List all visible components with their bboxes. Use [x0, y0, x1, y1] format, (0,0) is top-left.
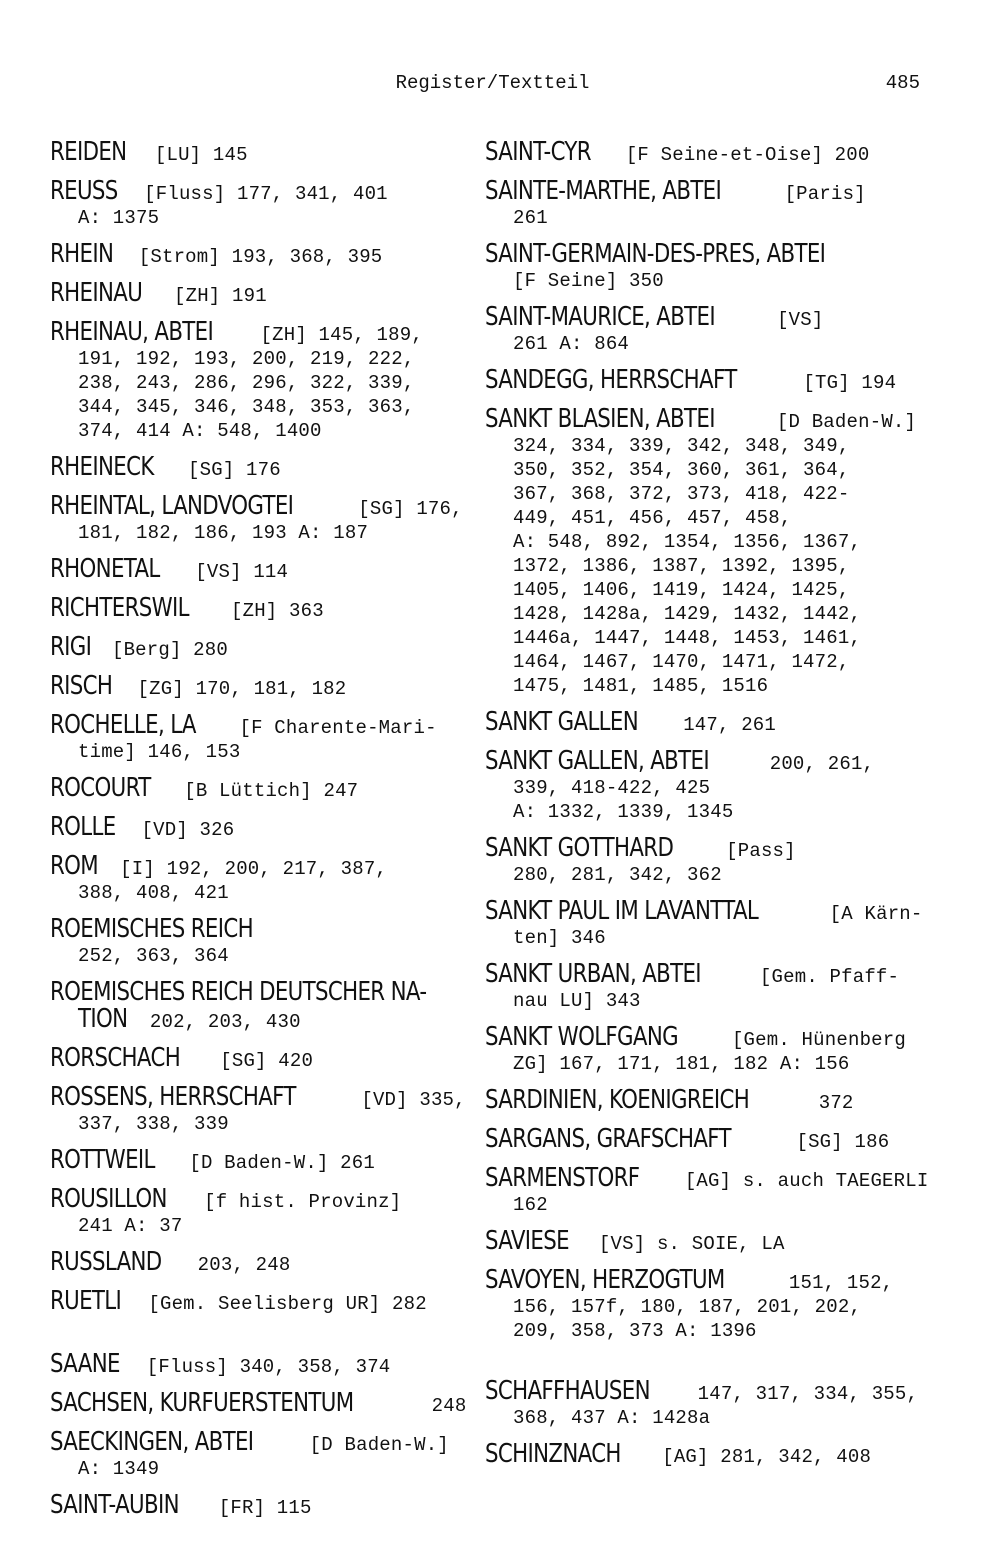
- entry-first-line: [485, 1376, 945, 1406]
- index-entry: [485, 959, 945, 1013]
- entry-gap: [50, 1316, 480, 1352]
- index-entry: [50, 1286, 480, 1316]
- entry-first-line: [485, 1124, 945, 1154]
- entry-headword: SANKT GOTTHARD: [485, 833, 674, 863]
- entry-headword: RUETLI: [50, 1286, 122, 1316]
- index-entry: [50, 1247, 480, 1277]
- entry-references: 147, 317, 334, 355,: [686, 1383, 919, 1405]
- entry-references: [D Baden-W.] 261: [177, 1152, 375, 1174]
- entry-headword: ROCOURT: [50, 773, 151, 803]
- entry-first-line: [50, 239, 480, 269]
- entry-first-line: [485, 1085, 945, 1115]
- entry-headword: SACHSEN, KURFUERSTENTUM: [50, 1388, 354, 1418]
- entry-first-line: [50, 1349, 480, 1379]
- entry-references: [A Kärn-: [818, 903, 923, 925]
- entry-first-line: [485, 833, 945, 863]
- index-entry: [485, 707, 945, 737]
- entry-first-line: [485, 707, 945, 737]
- entry-headword: SANKT GALLEN, ABTEI: [485, 746, 709, 776]
- entry-headword: RHONETAL: [50, 554, 160, 584]
- index-entry: [50, 593, 480, 623]
- entry-headword: RHEINAU, ABTEI: [50, 317, 214, 347]
- entry-first-line: [50, 491, 480, 521]
- entry-continuation: 339, 418-422, 425: [513, 777, 711, 799]
- entry-continuation: 1428, 1428a, 1429, 1432, 1442,: [513, 603, 862, 625]
- left-column: [50, 137, 480, 1520]
- entry-continuation: A: 1332, 1339, 1345: [513, 801, 734, 823]
- entry-references: [I] 192, 200, 217, 387,: [108, 858, 388, 880]
- entry-headword: RHEIN: [50, 239, 114, 269]
- running-title: Register/Textteil: [395, 72, 590, 94]
- entry-references: [VS] 114: [183, 561, 289, 583]
- entry-references: [Gem. Pfaff-: [748, 966, 900, 988]
- entry-continuation: 241 A: 37: [78, 1215, 183, 1237]
- entry-references: [LU] 145: [143, 144, 248, 166]
- entry-references: 147, 261: [671, 714, 777, 736]
- entry-first-line: [485, 302, 945, 332]
- entry-continuation: A: 1349: [78, 1458, 160, 1480]
- entry-first-line: [50, 137, 480, 167]
- index-entry: [485, 1163, 945, 1217]
- entry-headword: SANDEGG, HERRSCHAFT: [485, 365, 737, 395]
- entry-continuation: ZG] 167, 171, 181, 182 A: 156: [513, 1053, 850, 1075]
- index-entry: [485, 1085, 945, 1115]
- entry-headword: ROTTWEIL: [50, 1145, 155, 1175]
- index-entry: [485, 302, 945, 356]
- entry-first-line: [50, 632, 480, 662]
- entry-references: [VD] 326: [129, 819, 235, 841]
- entry-references: [D Baden-W.]: [765, 411, 917, 433]
- index-entry: [50, 1388, 480, 1418]
- entry-references: [ZH] 145, 189,: [248, 324, 423, 346]
- index-entry: [485, 1439, 945, 1469]
- entry-headword: ROUSILLON: [50, 1184, 167, 1214]
- index-entry: [50, 812, 480, 842]
- entry-references: 248: [420, 1395, 467, 1417]
- entry-headword: SANKT GALLEN: [485, 707, 639, 737]
- entry-continuation: [F Seine] 350: [513, 270, 664, 292]
- entry-headword: SCHINZNACH: [485, 1439, 621, 1469]
- entry-first-line: [50, 914, 480, 944]
- entry-headword: SANKT WOLFGANG: [485, 1022, 678, 1052]
- entry-continuation: 324, 334, 339, 342, 348, 349,: [513, 435, 850, 457]
- entry-gap: [50, 842, 480, 854]
- entry-continuation: 344, 345, 346, 348, 353, 363,: [78, 396, 415, 418]
- entry-continuation: 1464, 1467, 1470, 1471, 1472,: [513, 651, 850, 673]
- entry-headword: SAECKINGEN, ABTEI: [50, 1427, 254, 1457]
- entry-first-line: [485, 137, 945, 167]
- index-entry: [50, 176, 480, 230]
- entry-headword: SANKT URBAN, ABTEI: [485, 959, 701, 989]
- entry-continuation: 368, 437 A: 1428a: [513, 1407, 711, 1429]
- entry-headword: SAINT-CYR: [485, 137, 591, 167]
- entry-headword: RICHTERSWIL: [50, 593, 189, 623]
- entry-first-line: [485, 176, 945, 206]
- entry-first-line: [50, 1427, 480, 1457]
- entry-headword: SANKT PAUL IM LAVANTTAL: [485, 896, 759, 926]
- entry-continuation: 1446a, 1447, 1448, 1453, 1461,: [513, 627, 862, 649]
- entry-headword: RHEINECK: [50, 452, 154, 482]
- entry-first-line: [485, 404, 945, 434]
- entry-references: [VS] s. SOIE, LA: [587, 1233, 785, 1255]
- entry-continuation: 337, 338, 339: [78, 1113, 229, 1135]
- entry-continuation: [50, 1004, 480, 1034]
- index-entry: [485, 1124, 945, 1154]
- entry-references: [f hist. Provinz]: [192, 1191, 402, 1213]
- entry-references: [SG] 186: [784, 1131, 890, 1153]
- entry-headword: SAVOYEN, HERZOGTUM: [485, 1265, 725, 1295]
- index-entry: [485, 137, 945, 167]
- entry-headword: RHEINTAL, LANDVOGTEI: [50, 491, 294, 521]
- index-entry: [50, 977, 480, 1034]
- index-entry: [50, 1490, 480, 1520]
- entry-headword: SARMENSTORF: [485, 1163, 640, 1193]
- entry-references: 203, 248: [186, 1254, 291, 1276]
- entry-headword: SAINT-GERMAIN-DES-PRES, ABTEI: [485, 239, 826, 269]
- entry-headword: RUSSLAND: [50, 1247, 162, 1277]
- entry-continuation: 367, 368, 372, 373, 418, 422-: [513, 483, 850, 505]
- index-entry: [50, 491, 480, 545]
- entry-continuation: 1475, 1481, 1485, 1516: [513, 675, 769, 697]
- entry-continuation: 449, 451, 456, 457, 458,: [513, 507, 792, 529]
- index-entry: [50, 671, 480, 701]
- entry-headword: SAANE: [50, 1349, 120, 1379]
- entry-first-line: [485, 365, 945, 395]
- entry-first-line: [50, 1145, 480, 1175]
- index-entry: [485, 1265, 945, 1343]
- index-entry: [50, 554, 480, 584]
- entry-headword: REIDEN: [50, 137, 127, 167]
- entry-references: [FR] 115: [207, 1497, 312, 1519]
- entry-headword: ROEMISCHES REICH DEUTSCHER NA-: [50, 977, 427, 1007]
- entry-first-line: [50, 278, 480, 308]
- entry-headword: SAINT-AUBIN: [50, 1490, 179, 1520]
- entry-first-line: [50, 317, 480, 347]
- index-entry: [50, 773, 480, 803]
- entry-references: [Berg] 280: [100, 639, 228, 661]
- index-entry: [50, 1145, 480, 1175]
- entry-headword: RISCH: [50, 671, 113, 701]
- entry-continuation: A: 548, 892, 1354, 1356, 1367,: [513, 531, 862, 553]
- entry-references: [VS]: [765, 309, 824, 331]
- entry-references: [SG] 420: [208, 1050, 314, 1072]
- entry-first-line: [485, 1226, 945, 1256]
- entry-references: [ZH] 191: [162, 285, 267, 307]
- entry-references: [AG] 281, 342, 408: [650, 1446, 872, 1468]
- entry-first-line: [50, 1247, 480, 1277]
- entry-first-line: [50, 812, 480, 842]
- index-entry: [485, 239, 945, 293]
- index-entry: [50, 914, 480, 968]
- index-entry: [50, 1427, 480, 1481]
- entry-references: [Gem. Seelisberg UR] 282: [136, 1293, 427, 1315]
- entry-references: [Gem. Hünenberg: [720, 1029, 906, 1051]
- entry-headword: SAINTE-MARTHE, ABTEI: [485, 176, 722, 206]
- entry-first-line: [485, 1439, 945, 1469]
- index-entry: [485, 404, 945, 698]
- entry-references: [AG] s. auch TAEGERLI: [673, 1170, 929, 1192]
- entry-gap: [50, 662, 480, 674]
- entry-headword: ROSSENS, HERRSCHAFT: [50, 1082, 296, 1112]
- right-column: [485, 137, 945, 1469]
- entry-first-line: [50, 773, 480, 803]
- entry-references: [Fluss] 340, 358, 374: [135, 1356, 391, 1378]
- entry-references: [SG] 176: [176, 459, 281, 481]
- entry-continuation: 1372, 1386, 1387, 1392, 1395,: [513, 555, 850, 577]
- entry-first-line: [50, 977, 480, 1007]
- entry-continuation: 191, 192, 193, 200, 219, 222,: [78, 348, 415, 370]
- entry-references: [Pass]: [714, 840, 796, 862]
- entry-first-line: [485, 1163, 945, 1193]
- entry-headword: SARDINIEN, KOENIGREICH: [485, 1085, 750, 1115]
- entry-references: 372: [807, 1092, 854, 1114]
- entry-headword: REUSS: [50, 176, 118, 206]
- entry-first-line: [485, 239, 945, 269]
- page-header: [0, 72, 1000, 102]
- index-entry: [485, 896, 945, 950]
- entry-headword: RIGI: [50, 632, 92, 662]
- index-entry: [50, 851, 480, 905]
- index-entry: [50, 452, 480, 482]
- entry-references: [D Baden-W.]: [298, 1434, 449, 1456]
- page-number: 485: [885, 72, 920, 94]
- entry-headword: SANKT BLASIEN, ABTEI: [485, 404, 715, 434]
- index-entry: [50, 1043, 480, 1073]
- entry-references: [Fluss] 177, 341, 401: [132, 183, 388, 205]
- entry-first-line: [50, 710, 480, 740]
- entry-headword: SCHAFFHAUSEN: [485, 1376, 650, 1406]
- index-entry: [50, 317, 480, 443]
- index-entry: [485, 1226, 945, 1256]
- entry-continuation: 261 A: 864: [513, 333, 630, 355]
- entry-first-line: [485, 1022, 945, 1052]
- entry-continuation: 1405, 1406, 1419, 1424, 1425,: [513, 579, 850, 601]
- entry-references: [F Seine-et-Oise] 200: [614, 144, 870, 166]
- entry-first-line: [50, 671, 480, 701]
- entry-first-line: [485, 959, 945, 989]
- index-entry: [485, 1022, 945, 1076]
- entry-references: [F Charente-Mari-: [227, 717, 437, 739]
- entry-first-line: [50, 1082, 480, 1112]
- entry-first-line: [50, 1490, 480, 1520]
- entry-gap: [50, 623, 480, 635]
- entry-first-line: [50, 1043, 480, 1073]
- index-entry: [485, 746, 945, 824]
- entry-headword: RORSCHACH: [50, 1043, 181, 1073]
- entry-headword: ROEMISCHES REICH: [50, 914, 253, 944]
- entry-headword: ROCHELLE, LA: [50, 710, 196, 740]
- entry-references: [Strom] 193, 368, 395: [127, 246, 383, 268]
- index-entry: [50, 239, 480, 269]
- entry-first-line: [50, 593, 480, 623]
- entry-continuation: time] 146, 153: [78, 741, 241, 763]
- index-entry: [50, 278, 480, 308]
- index-entry: [50, 710, 480, 764]
- entry-references: [B Lüttich] 247: [172, 780, 359, 802]
- index-entry: [50, 1349, 480, 1379]
- entry-continuation: 261: [513, 207, 548, 229]
- entry-first-line: [485, 896, 945, 926]
- entry-references: [Paris]: [772, 183, 866, 205]
- entry-references: [TG] 194: [791, 372, 897, 394]
- entry-headword-continuation: TION: [78, 1004, 128, 1034]
- entry-continuation: 209, 358, 373 A: 1396: [513, 1320, 757, 1342]
- entry-gap: [50, 230, 480, 242]
- entry-continuation: 156, 157f, 180, 187, 201, 202,: [513, 1296, 862, 1318]
- entry-references: 202, 203, 430: [138, 1011, 301, 1033]
- index-entry: [50, 1082, 480, 1136]
- entry-references: [VD] 335,: [349, 1089, 466, 1111]
- entry-references: [ZH] 363: [219, 600, 324, 622]
- entry-first-line: [485, 746, 945, 776]
- entry-continuation: 252, 363, 364: [78, 945, 229, 967]
- entry-continuation: nau LU] 343: [513, 990, 641, 1012]
- entry-first-line: [50, 452, 480, 482]
- entry-continuation: ten] 346: [513, 927, 606, 949]
- index-entry: [485, 833, 945, 887]
- entry-continuation: 238, 243, 286, 296, 322, 339,: [78, 372, 415, 394]
- entry-references: 151, 152,: [777, 1272, 894, 1294]
- index-entry: [50, 1184, 480, 1238]
- entry-headword: SAINT-MAURICE, ABTEI: [485, 302, 715, 332]
- entry-references: [ZG] 170, 181, 182: [125, 678, 347, 700]
- index-entry: [485, 1376, 945, 1430]
- entry-continuation: 388, 408, 421: [78, 882, 229, 904]
- entry-continuation: 181, 182, 186, 193 A: 187: [78, 522, 369, 544]
- index-entry: [50, 632, 480, 662]
- index-entry: [50, 137, 480, 167]
- entry-headword: ROLLE: [50, 812, 116, 842]
- entry-references: [SG] 176,: [346, 498, 463, 520]
- entry-headword: ROM: [50, 851, 99, 881]
- entry-continuation: 374, 414 A: 548, 1400: [78, 420, 322, 442]
- entry-gap: [485, 1343, 945, 1379]
- entry-first-line: [50, 1388, 480, 1418]
- index-entry: [485, 176, 945, 230]
- entry-first-line: [50, 1184, 480, 1214]
- entry-first-line: [485, 1265, 945, 1295]
- entry-first-line: [50, 1286, 480, 1316]
- entry-first-line: [50, 851, 480, 881]
- entry-continuation: 162: [513, 1194, 548, 1216]
- entry-first-line: [50, 554, 480, 584]
- entry-continuation: 350, 352, 354, 360, 361, 364,: [513, 459, 850, 481]
- entry-headword: SARGANS, GRAFSCHAFT: [485, 1124, 731, 1154]
- entry-references: 200, 261,: [758, 753, 875, 775]
- entry-headword: SAVIESE: [485, 1226, 569, 1256]
- entry-headword: RHEINAU: [50, 278, 143, 308]
- index-entry: [485, 365, 945, 395]
- entry-continuation: A: 1375: [78, 207, 160, 229]
- entry-first-line: [50, 176, 480, 206]
- entry-continuation: 280, 281, 342, 362: [513, 864, 722, 886]
